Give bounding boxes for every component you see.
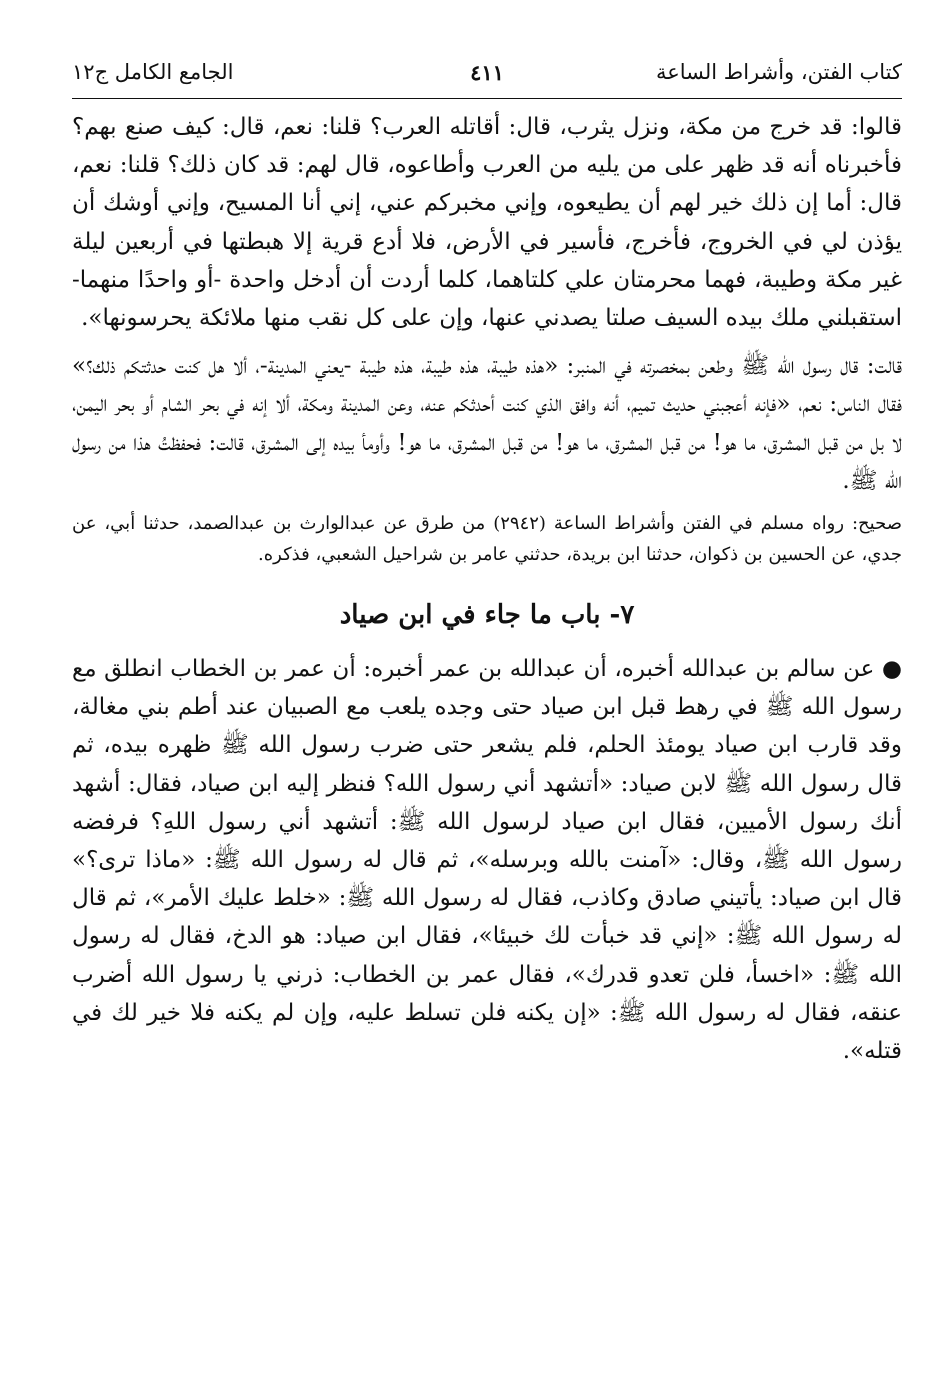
book-page: [72, 52, 902, 1070]
chapter-title: ٧- باب ما جاء في ابن صياد: [339, 600, 635, 631]
page-header: [72, 52, 902, 108]
page-number: ٤١١: [470, 60, 504, 85]
header-rule: [72, 98, 902, 99]
header-book-title: الجامع الكامل ج١٢: [72, 60, 234, 84]
paragraph-dajjal-speech: قالوا: قد خرج من مكة، ونزل يثرب، قال: أقاتله العرب؟ قلنا: نعم، قال: كيف صنع بهم؟ فأخبرناه أنه قد ظهر على من يليه من العرب وأطاعوه، قال لهم: قد كان ذلك؟ قلنا: نعم، قال: أما إن ذلك خير لهم أن يطيعوه، وإني مخبركم عني، إني أنا المسيح، وإني أوشك أن يؤذن لي في الخروج، فأخرج، فأسير في الأرض، فلا أدع قرية إلا هبطتها في أربعين ليلة غير مكة وطيبة، فهما محرمتان علي كلتاهما، كلما أردت أن أدخل واحدة -أو واحدًا منهما- استقبلني ملك بيده السيف صلتا يصدني عنها، وإن على كل نقب منها ملائكة يحرسونها».: [72, 114, 902, 332]
header-book-section: كتاب الفتن، وأشراط الساعة: [655, 60, 902, 84]
paragraph-taybah: قالت: قال رسول الله ﷺ وطعن بمخصرته في المنبر: «هذه طيبة، هذه طيبة، هذه طيبة -يعني المدينة-، ألا هل كنت حدثتكم ذلك؟» فقال الناس: نعم، «فإنه أعجبني حديث تميم، أنه وافق الذي كنت أحدثكم عنه، وعن المدينة ومكة، ألا إنه في بحر الشام أو بحر اليمن، لا بل من قبل المشرق، ما هو! من قبل المشرق، ما هو! من قبل المشرق، ما هو! وأومأ بيده إلى المشرق، قالت: فحفظتُ هذا من رسول الله ﷺ.: [72, 353, 902, 494]
paragraph-ibn-sayyad: ● عن سالم بن عبدالله أخبره، أن عبدالله بن عمر أخبره: أن عمر بن الخطاب انطلق مع رسول الله ﷺ في رهط قبل ابن صياد حتى وجده يلعب مع الصبيان عند أطم بني مغالة، وقد قارب ابن صياد يومئذ الحلم، فلم يشعر حتى ضرب رسول الله ﷺ ظهره بيده، ثم قال رسول الله ﷺ لابن صياد: «أتشهد أني رسول الله؟ فنظر إليه ابن صياد، فقال: أشهد أنك رسول الأميين، فقال ابن صياد لرسول الله ﷺ: أتشهد أني رسول اللهِ؟ فرفضه رسول الله ﷺ، وقال: «آمنت بالله وبرسله»، ثم قال له رسول الله ﷺ: «ماذا ترى؟» قال ابن صياد: يأتيني صادق وكاذب، فقال له رسول الله ﷺ: «خلط عليك الأمر»، ثم قال له رسول الله ﷺ: «إني قد خبأت لك خبيئا»، فقال ابن صياد: هو الدخ، فقال له رسول الله ﷺ: «اخسأ، فلن تعدو قدرك»، فقال عمر بن الخطاب: ذرني يا رسول الله أضرب عنقه، فقال له رسول الله ﷺ: «إن يكنه فلن تسلط عليه، وإن لم يكنه فلا خير لك في قتله».: [72, 656, 902, 1065]
hadith-grading-note: صحيح: رواه مسلم في الفتن وأشراط الساعة (٢٩٤٢) من طرق عن عبدالوارث بن عبدالصمد، حدثنا أبي، عن جدي، عن الحسين بن ذكوان، حدثنا ابن بريدة، حدثني عامر بن شراحيل الشعبي، فذكره.: [72, 513, 902, 566]
